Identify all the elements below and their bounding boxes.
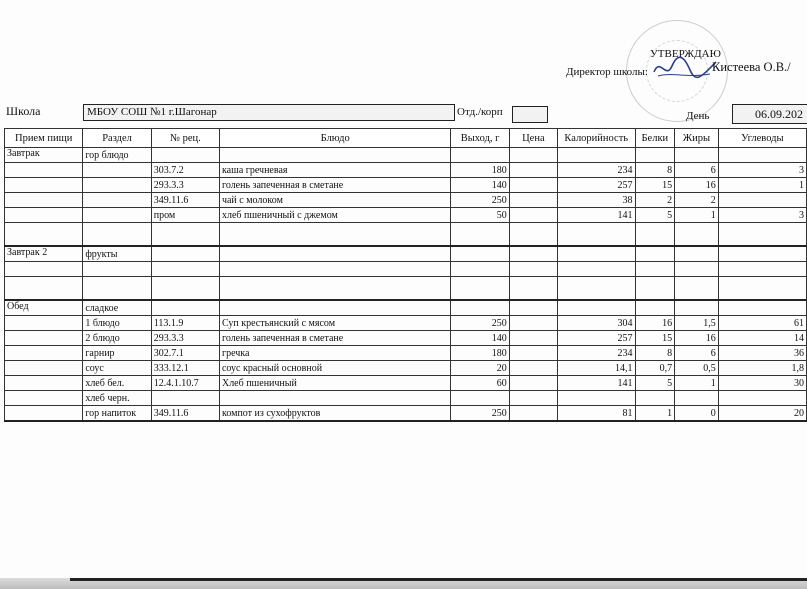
cell-recipe: 302.7.1 xyxy=(151,346,219,361)
table-row xyxy=(5,346,807,361)
cell-meal xyxy=(5,316,83,331)
cell-section: сладкое xyxy=(83,300,151,316)
cell-fat: 1 xyxy=(675,208,719,223)
day-field: 06.09.202 xyxy=(732,104,807,124)
cell-carbs xyxy=(718,148,806,163)
table-row xyxy=(5,148,807,163)
cell-section: гор напиток xyxy=(83,406,151,422)
cell-protein: 2 xyxy=(635,193,675,208)
cell-section: хлеб бел. xyxy=(83,376,151,391)
cell-price xyxy=(509,208,557,223)
dept-field xyxy=(512,106,548,123)
cell-carbs xyxy=(718,391,806,406)
cell-dish: Хлеб пшеничный xyxy=(219,376,450,391)
cell-dish xyxy=(219,300,450,316)
cell-recipe: 113.1.9 xyxy=(151,316,219,331)
cell-output xyxy=(451,277,509,301)
cell-calories: 14,1 xyxy=(557,361,635,376)
cell-output xyxy=(451,300,509,316)
cell-meal xyxy=(5,262,83,277)
dept-label: Отд./корп xyxy=(457,106,503,118)
cell-price xyxy=(509,300,557,316)
cell-recipe: 333.12.1 xyxy=(151,361,219,376)
cell-output xyxy=(451,223,509,247)
cell-recipe xyxy=(151,262,219,277)
cell-output xyxy=(451,391,509,406)
cell-price xyxy=(509,406,557,422)
cell-fat: 1 xyxy=(675,376,719,391)
cell-protein: 1 xyxy=(635,406,675,422)
cell-fat xyxy=(675,277,719,301)
cell-protein xyxy=(635,223,675,247)
school-field: МБОУ СОШ №1 г.Шагонар xyxy=(83,104,455,121)
col-header-calories: Калорийность xyxy=(557,129,635,148)
table-row xyxy=(5,300,807,316)
cell-recipe xyxy=(151,246,219,262)
cell-dish: хлеб пшеничный с джемом xyxy=(219,208,450,223)
cell-meal: Обед xyxy=(5,300,83,316)
signature-icon xyxy=(650,52,720,82)
cell-price xyxy=(509,316,557,331)
cell-carbs: 14 xyxy=(718,331,806,346)
school-label: Школа xyxy=(6,104,41,118)
menu-table xyxy=(4,128,807,422)
col-header-carbs: Углеводы xyxy=(718,129,806,148)
cell-recipe: 293.3.3 xyxy=(151,331,219,346)
cell-meal xyxy=(5,178,83,193)
col-header-fat: Жиры xyxy=(675,129,719,148)
cell-recipe xyxy=(151,223,219,247)
cell-dish: голень запеченная в сметане xyxy=(219,331,450,346)
cell-carbs: 61 xyxy=(718,316,806,331)
cell-protein: 8 xyxy=(635,346,675,361)
cell-protein: 8 xyxy=(635,163,675,178)
cell-calories xyxy=(557,300,635,316)
table-row xyxy=(5,178,807,193)
cell-dish xyxy=(219,391,450,406)
cell-calories xyxy=(557,391,635,406)
cell-calories xyxy=(557,262,635,277)
table-row xyxy=(5,262,807,277)
cell-fat: 0 xyxy=(675,406,719,422)
cell-section: фрукты xyxy=(83,246,151,262)
cell-price xyxy=(509,223,557,247)
cell-recipe: 349.11.6 xyxy=(151,193,219,208)
cell-section: соус xyxy=(83,361,151,376)
cell-section: хлеб черн. xyxy=(83,391,151,406)
cell-fat xyxy=(675,223,719,247)
col-header-dish: Блюдо xyxy=(219,129,450,148)
cell-output: 180 xyxy=(451,346,509,361)
table-row xyxy=(5,361,807,376)
cell-section: гарнир xyxy=(83,346,151,361)
cell-fat: 6 xyxy=(675,346,719,361)
table-row xyxy=(5,246,807,262)
cell-meal: Завтрак 2 xyxy=(5,246,83,262)
cell-carbs: 1,8 xyxy=(718,361,806,376)
cell-fat xyxy=(675,300,719,316)
approval-title: УТВЕРЖДАЮ xyxy=(650,48,721,60)
cell-calories: 141 xyxy=(557,376,635,391)
cell-protein: 15 xyxy=(635,178,675,193)
cell-fat xyxy=(675,391,719,406)
cell-output: 180 xyxy=(451,163,509,178)
cell-calories xyxy=(557,277,635,301)
cell-fat: 6 xyxy=(675,163,719,178)
cell-calories: 257 xyxy=(557,178,635,193)
cell-calories: 234 xyxy=(557,346,635,361)
table-row xyxy=(5,208,807,223)
cell-output: 50 xyxy=(451,208,509,223)
cell-dish xyxy=(219,246,450,262)
cell-carbs: 30 xyxy=(718,376,806,391)
cell-carbs xyxy=(718,223,806,247)
cell-recipe: пром xyxy=(151,208,219,223)
cell-carbs xyxy=(718,246,806,262)
cell-dish: голень запеченная в сметане xyxy=(219,178,450,193)
cell-carbs xyxy=(718,193,806,208)
cell-dish xyxy=(219,148,450,163)
cell-carbs: 1 xyxy=(718,178,806,193)
approval-role: Директор школы: xyxy=(566,66,648,78)
cell-dish xyxy=(219,277,450,301)
cell-output: 140 xyxy=(451,331,509,346)
cell-carbs: 36 xyxy=(718,346,806,361)
cell-calories: 304 xyxy=(557,316,635,331)
cell-section: гор блюдо xyxy=(83,148,151,163)
cell-section xyxy=(83,163,151,178)
cell-recipe xyxy=(151,300,219,316)
day-label: День xyxy=(686,110,710,122)
cell-section: 2 блюдо xyxy=(83,331,151,346)
col-header-meal: Прием пищи xyxy=(5,129,83,148)
cell-carbs: 3 xyxy=(718,163,806,178)
cell-protein xyxy=(635,148,675,163)
col-header-output: Выход, г xyxy=(451,129,509,148)
cell-fat xyxy=(675,246,719,262)
cell-protein xyxy=(635,277,675,301)
cell-calories xyxy=(557,246,635,262)
cell-meal xyxy=(5,163,83,178)
cell-output xyxy=(451,262,509,277)
cell-recipe: 12.4.1.10.7 xyxy=(151,376,219,391)
cell-dish: соус красный основной xyxy=(219,361,450,376)
cell-fat: 16 xyxy=(675,178,719,193)
cell-meal xyxy=(5,346,83,361)
cell-output: 250 xyxy=(451,316,509,331)
cell-output: 20 xyxy=(451,361,509,376)
cell-dish xyxy=(219,223,450,247)
cell-calories: 141 xyxy=(557,208,635,223)
cell-section xyxy=(83,193,151,208)
cell-section xyxy=(83,262,151,277)
cell-price xyxy=(509,346,557,361)
cell-protein xyxy=(635,246,675,262)
cell-meal xyxy=(5,376,83,391)
cell-protein: 16 xyxy=(635,316,675,331)
cell-dish: компот из сухофруктов xyxy=(219,406,450,422)
cell-meal xyxy=(5,193,83,208)
cell-price xyxy=(509,246,557,262)
cell-fat: 1,5 xyxy=(675,316,719,331)
cell-price xyxy=(509,148,557,163)
cell-output xyxy=(451,246,509,262)
cell-carbs: 20 xyxy=(718,406,806,422)
cell-dish: каша гречневая xyxy=(219,163,450,178)
table-row xyxy=(5,163,807,178)
cell-fat xyxy=(675,262,719,277)
cell-protein xyxy=(635,391,675,406)
cell-protein: 5 xyxy=(635,208,675,223)
cell-fat: 0,5 xyxy=(675,361,719,376)
cell-calories: 257 xyxy=(557,331,635,346)
cell-dish: чай с молоком xyxy=(219,193,450,208)
cell-price xyxy=(509,331,557,346)
cell-section xyxy=(83,277,151,301)
cell-section: 1 блюдо xyxy=(83,316,151,331)
cell-calories: 38 xyxy=(557,193,635,208)
cell-section xyxy=(83,223,151,247)
cell-recipe xyxy=(151,277,219,301)
cell-carbs xyxy=(718,277,806,301)
cell-recipe: 303.7.2 xyxy=(151,163,219,178)
cell-section xyxy=(83,178,151,193)
cell-carbs: 3 xyxy=(718,208,806,223)
col-header-section: Раздел xyxy=(83,129,151,148)
cell-protein xyxy=(635,300,675,316)
cell-price xyxy=(509,193,557,208)
cell-output: 60 xyxy=(451,376,509,391)
cell-calories xyxy=(557,148,635,163)
cell-dish: гречка xyxy=(219,346,450,361)
cell-meal xyxy=(5,391,83,406)
cell-price xyxy=(509,262,557,277)
cell-output: 140 xyxy=(451,178,509,193)
cell-carbs xyxy=(718,262,806,277)
cell-fat xyxy=(675,148,719,163)
approval-name: Кистеева О.В./ xyxy=(712,60,791,74)
cell-carbs xyxy=(718,300,806,316)
cell-calories xyxy=(557,223,635,247)
cell-output: 250 xyxy=(451,406,509,422)
cell-section xyxy=(83,208,151,223)
cell-calories: 81 xyxy=(557,406,635,422)
cell-protein: 5 xyxy=(635,376,675,391)
cell-output: 250 xyxy=(451,193,509,208)
cell-price xyxy=(509,391,557,406)
cell-fat: 2 xyxy=(675,193,719,208)
table-row xyxy=(5,406,807,422)
cell-meal xyxy=(5,361,83,376)
cell-price xyxy=(509,178,557,193)
cell-recipe xyxy=(151,391,219,406)
cell-meal: Завтрак xyxy=(5,148,83,163)
table-header-row xyxy=(5,129,807,148)
col-header-recipe: № рец. xyxy=(151,129,219,148)
cell-recipe: 293.3.3 xyxy=(151,178,219,193)
cell-meal xyxy=(5,223,83,247)
cell-protein xyxy=(635,262,675,277)
col-header-price: Цена xyxy=(509,129,557,148)
cell-price xyxy=(509,361,557,376)
cell-meal xyxy=(5,277,83,301)
cell-protein: 0,7 xyxy=(635,361,675,376)
cell-output xyxy=(451,148,509,163)
table-row xyxy=(5,223,807,247)
table-row xyxy=(5,331,807,346)
cell-meal xyxy=(5,208,83,223)
cell-price xyxy=(509,277,557,301)
table-row xyxy=(5,277,807,301)
cell-recipe xyxy=(151,148,219,163)
cell-dish: Суп крестьянский с мясом xyxy=(219,316,450,331)
cell-price xyxy=(509,376,557,391)
cell-calories: 234 xyxy=(557,163,635,178)
cell-meal xyxy=(5,331,83,346)
col-header-protein: Белки xyxy=(635,129,675,148)
cell-meal xyxy=(5,406,83,422)
table-row xyxy=(5,193,807,208)
cell-recipe: 349.11.6 xyxy=(151,406,219,422)
table-row xyxy=(5,376,807,391)
cell-price xyxy=(509,163,557,178)
cell-dish xyxy=(219,262,450,277)
cell-fat: 16 xyxy=(675,331,719,346)
cell-protein: 15 xyxy=(635,331,675,346)
table-row xyxy=(5,391,807,406)
page-edge xyxy=(70,578,807,581)
table-row xyxy=(5,316,807,331)
